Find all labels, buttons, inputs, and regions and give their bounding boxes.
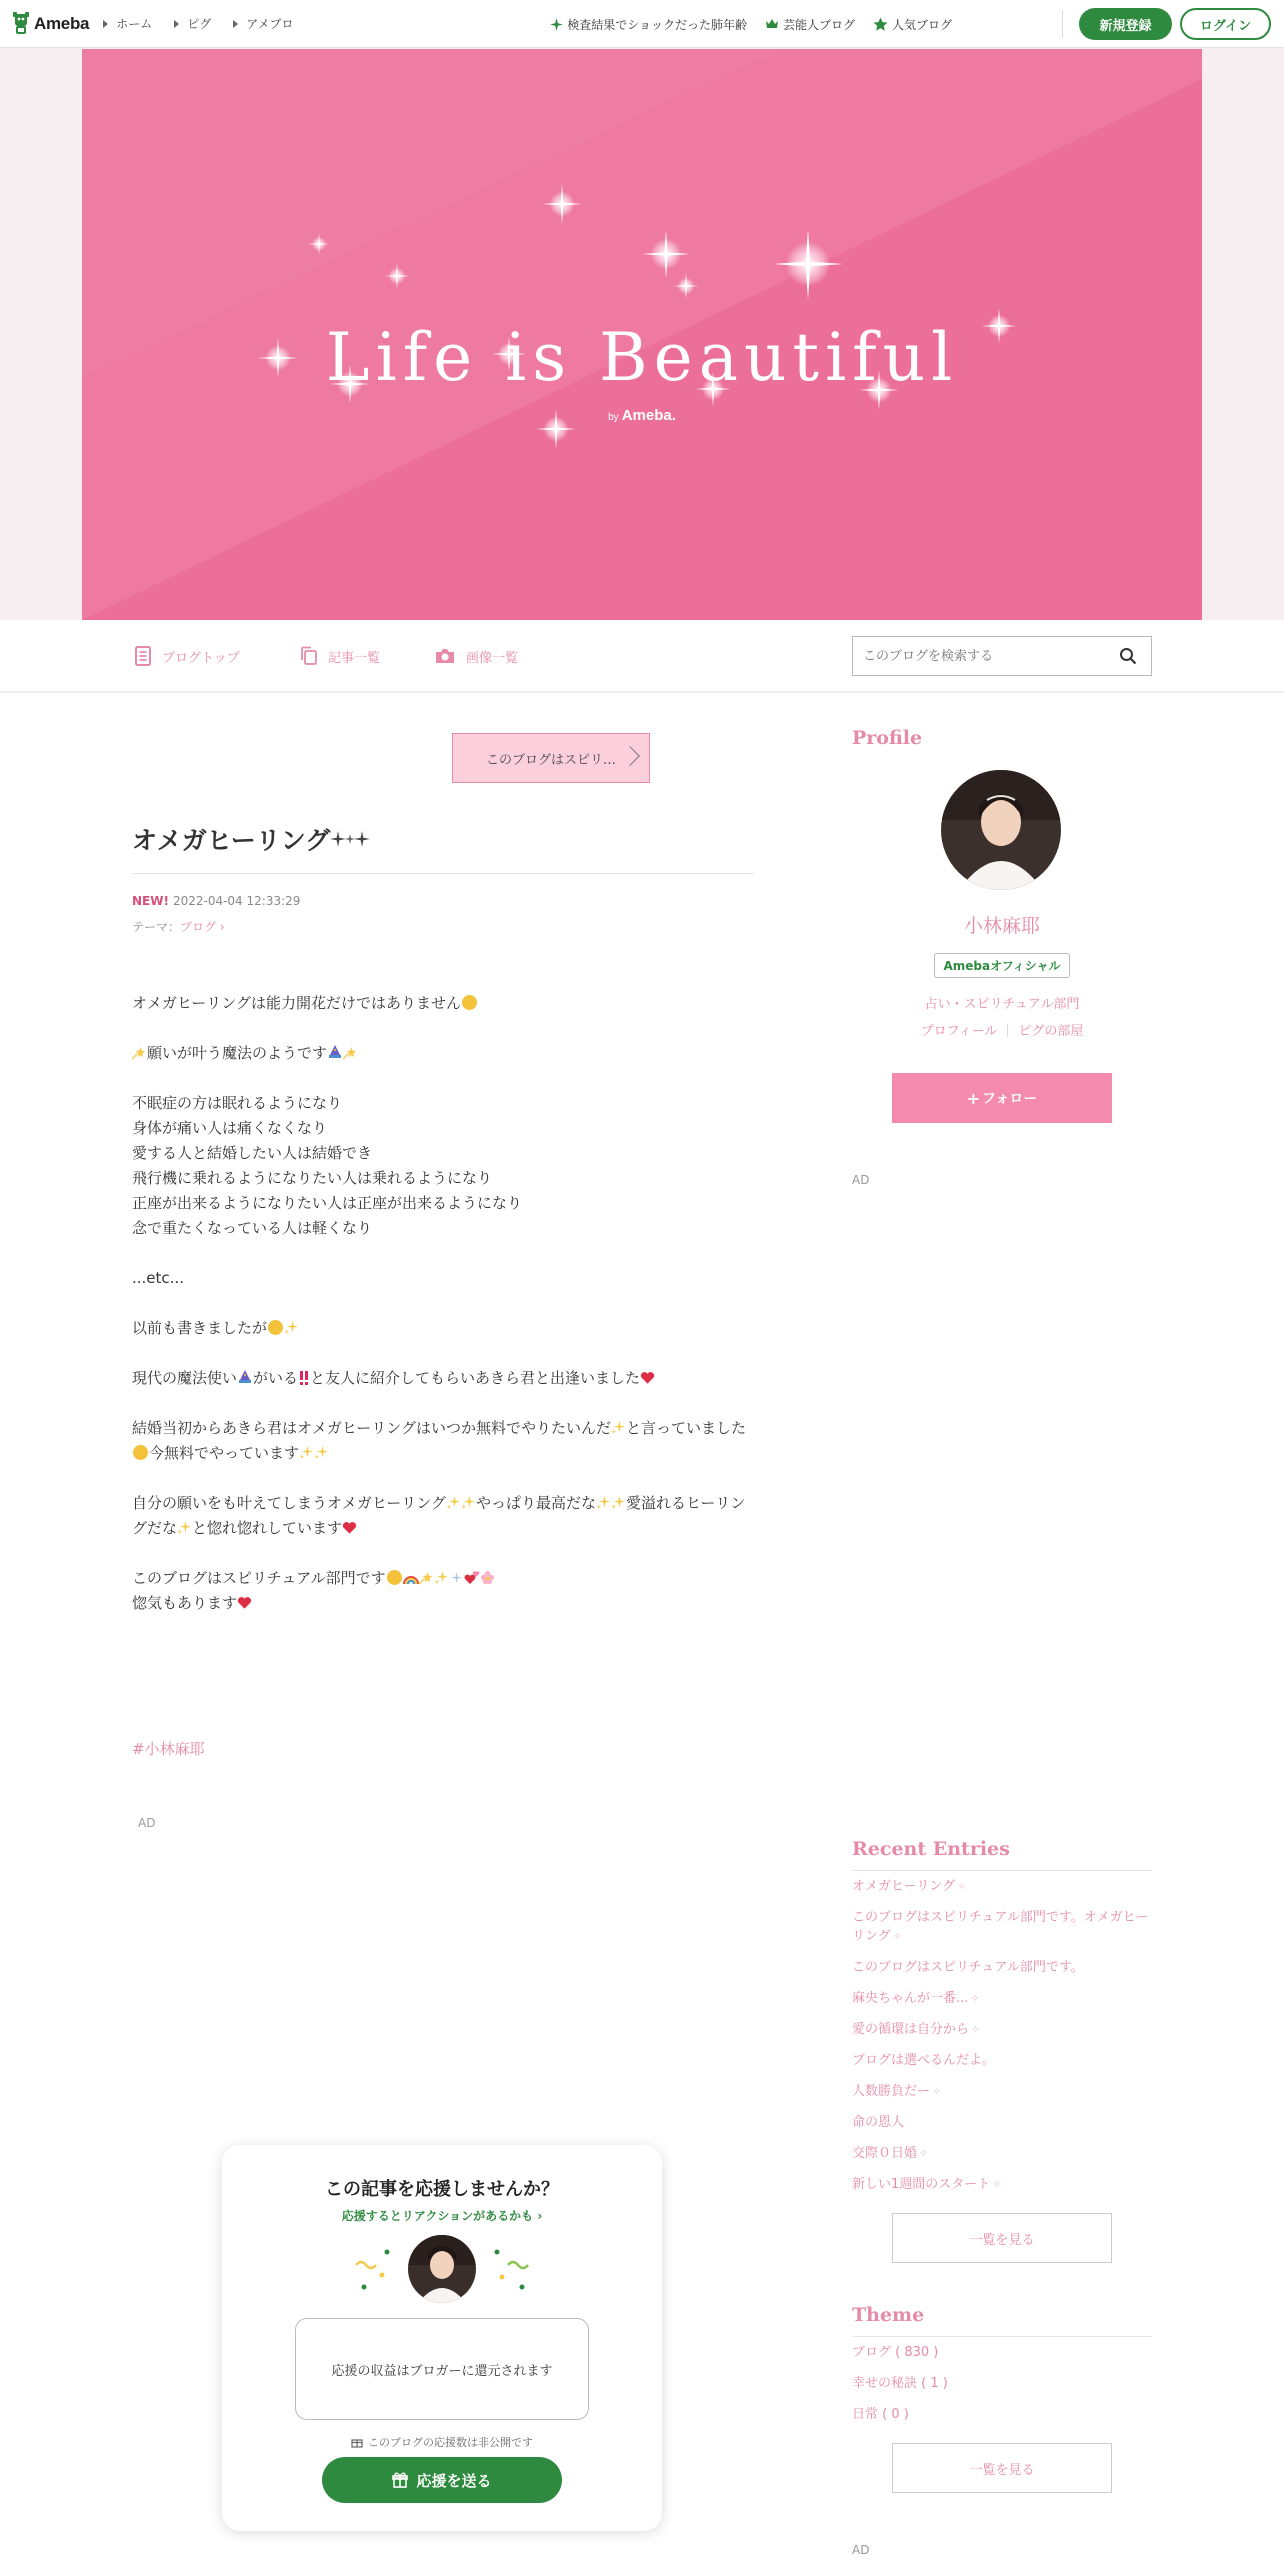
text-line: と惚れ惚れしています	[192, 1519, 343, 1537]
shooting-star-emoji-icon	[343, 1045, 358, 1060]
theme-heading: Theme	[852, 2304, 925, 2326]
list-item[interactable]	[852, 2144, 1152, 2163]
genre-banner[interactable]	[452, 733, 650, 783]
text-line: と言っていました	[625, 1419, 746, 1437]
support-info-box: 応援の収益はブロガーに還元されます	[295, 2318, 589, 2420]
entry-title: このブログはスピリチュアル部門です。	[852, 1960, 1084, 1975]
sparkles-emoji-icon	[596, 1495, 611, 1510]
text-line: やっぱり最高だな	[475, 1494, 596, 1512]
profile-name[interactable]: 小林麻耶	[963, 915, 1040, 937]
paragraph	[132, 1366, 752, 1391]
text-line: 愛する人と結婚したい人は結婚でき	[132, 1144, 373, 1162]
sparkle-icon: ✧	[957, 1880, 967, 1893]
plus-icon: +	[966, 1088, 981, 1108]
celebrity-blog-link[interactable]	[765, 16, 855, 33]
entry-title: 新しい1週間のスタート	[852, 2177, 991, 2192]
article-meta	[132, 894, 300, 908]
ad-label: AD	[852, 1173, 870, 1187]
list-item[interactable]	[852, 2113, 1152, 2132]
entry-title: 人数勝負だー	[852, 2084, 931, 2099]
text-line: 自分の願いをも叶えてしまうオメガヒーリング	[132, 1494, 446, 1512]
smiley-emoji-icon	[387, 1570, 402, 1585]
breadcrumb-pigg[interactable]	[174, 15, 211, 32]
paragraph	[132, 991, 752, 1016]
ameba-logo[interactable]	[12, 12, 89, 36]
ad-label: AD	[138, 1816, 156, 1830]
paragraph	[132, 1041, 752, 1066]
heading-divider	[852, 2336, 1152, 2337]
list-item[interactable]	[852, 1877, 1152, 1896]
heart-emoji-icon	[342, 1521, 357, 1535]
theme-link-label: ブログ	[180, 920, 217, 934]
sparkle-icon: ✧	[919, 2147, 929, 2160]
shooting-star-emoji-icon	[419, 1570, 434, 1585]
breadcrumb-label: アメブロ	[246, 17, 294, 31]
text-line: オメガヒーリングは能力開花だけではありません	[132, 994, 461, 1012]
text-line: ...etc...	[132, 1269, 184, 1287]
profile-links	[852, 1020, 1152, 1039]
text-line-content: 惚気もあります	[132, 1594, 238, 1612]
list-item[interactable]: 幸せの秘訣 ( 1 )	[852, 2376, 948, 2391]
send-support-label: 応援を送る	[416, 2471, 492, 2490]
entry-title: ブログは選べるんだよ。	[852, 2053, 996, 2068]
entry-title: 愛の循環は自分から	[852, 2022, 970, 2037]
gift-icon	[392, 2472, 408, 2488]
crown-icon	[765, 18, 779, 30]
nav-blog-top[interactable]	[134, 642, 240, 670]
theme-link[interactable]: ブログ ›	[180, 920, 225, 934]
follow-label: フォロー	[982, 1091, 1038, 1107]
register-button[interactable]: 新規登録	[1079, 8, 1172, 40]
sparkles-emoji-icon	[177, 1520, 192, 1535]
list-item[interactable]	[852, 2082, 1152, 2101]
recent-entries-list	[852, 1877, 1152, 2206]
text-line: 飛行機に乗れるようになりたい人は乗れるようになり	[132, 1169, 493, 1187]
support-info-label: 応援するとリアクションがあるかも	[341, 2209, 534, 2223]
text-line: 今無料でやっています	[149, 1444, 300, 1462]
text-line: 身体が痛い人は痛くなくなり	[132, 1119, 328, 1137]
sparkles-emoji-icon	[299, 1445, 314, 1460]
breadcrumb	[103, 15, 315, 32]
global-header	[0, 0, 1284, 48]
entry-title: このブログはスピリチュアル部門です。オメガヒーリング	[852, 1910, 1149, 1944]
sparkle-icon: ✧	[970, 1992, 980, 2005]
sparkle-icon: ✧	[892, 1930, 902, 1943]
nav-blog-top-label: ブログトップ	[162, 650, 240, 666]
smiley-emoji-icon	[268, 1320, 283, 1335]
heart-emoji-icon	[237, 1596, 252, 1610]
document-icon	[134, 646, 152, 666]
official-badge: Amebaオフィシャル	[934, 953, 1070, 978]
wizard-emoji-icon	[327, 1044, 343, 1060]
recent-entries-more-button[interactable]: 一覧を見る	[892, 2213, 1112, 2263]
recent-entries-heading: Recent Entries	[852, 1838, 1010, 1860]
blog-search	[852, 636, 1152, 676]
smiley-emoji-icon	[462, 995, 477, 1010]
paragraph	[132, 1091, 752, 1241]
hero-by-label: by	[608, 412, 619, 423]
chevron-right-icon	[620, 746, 640, 766]
login-button[interactable]: ログイン	[1180, 8, 1271, 40]
text-line	[132, 1591, 752, 1616]
paragraph	[132, 1566, 752, 1616]
ameba-mascot-icon	[12, 12, 30, 36]
sparkles-emoji-icon	[434, 1570, 449, 1585]
breadcrumb-label: ピグ	[187, 17, 212, 31]
kiss-emoji-icon	[133, 1445, 148, 1460]
support-info-link[interactable]: 応援するとリアクションがあるかも ›	[341, 2209, 543, 2223]
text-line: 念で重たくなっている人は軽くなり	[132, 1219, 373, 1237]
camera-icon	[434, 647, 456, 665]
two-hearts-emoji-icon	[464, 1570, 480, 1585]
theme-prefix: テーマ：	[132, 920, 181, 934]
paragraph	[132, 1266, 752, 1291]
breadcrumb-home[interactable]	[103, 15, 152, 32]
support-note	[222, 2434, 662, 2450]
nav-image-list-label: 画像一覧	[466, 650, 519, 666]
entry-title: 命の恩人	[852, 2115, 905, 2130]
rainbow-emoji-icon	[403, 1571, 419, 1585]
nav-entry-list[interactable]	[300, 642, 380, 670]
trending-link-label: 検査結果でショックだった肺年齢	[567, 17, 747, 32]
breadcrumb-ameblo[interactable]	[233, 15, 293, 32]
text-line: 願いが叶う魔法のようです	[147, 1044, 328, 1062]
article-date: 2022-04-04 12:33:29	[172, 894, 301, 908]
sparkles-emoji-icon	[611, 1420, 626, 1435]
theme-list	[852, 2343, 1152, 2436]
hashtag-link[interactable]: #小林麻耶	[132, 1740, 205, 1758]
article-title-text: オメガヒーリング	[132, 826, 331, 855]
avatar-photo	[408, 2235, 476, 2303]
logo-text: Ameba	[34, 13, 90, 33]
blog-header-image[interactable]	[82, 49, 1202, 620]
profile-link[interactable]: プロフィール	[920, 1024, 998, 1039]
text-line: と友人に紹介してもらいあきら君と出逢いました	[310, 1369, 641, 1387]
text-line: 以前も書きましたが	[132, 1319, 268, 1337]
header-divider	[1062, 10, 1063, 38]
article-body	[132, 991, 752, 1641]
sparkles-emoji-icon	[611, 1495, 626, 1510]
chevron-right-icon	[233, 20, 238, 28]
hero-title: Life is Beautiful	[325, 319, 959, 396]
blog-nav	[0, 620, 1284, 692]
nav-image-list[interactable]	[434, 642, 518, 670]
popular-blog-label: 人気ブログ	[891, 17, 952, 32]
genre-banner-label: このブログはスピリ…	[485, 752, 616, 768]
text-line: がいる	[253, 1369, 299, 1387]
list-item[interactable]: 日常 ( 0 )	[852, 2407, 909, 2422]
paragraph	[132, 1416, 752, 1466]
paragraph	[132, 1491, 752, 1541]
sparkle-icon: ✧	[971, 2023, 981, 2036]
star-icon	[873, 17, 888, 32]
gift-icon	[351, 2436, 363, 2448]
celebrity-blog-label: 芸能人ブログ	[782, 17, 855, 32]
support-title: この記事を応援しませんか？	[325, 2179, 559, 2200]
breadcrumb-label: ホーム	[116, 17, 153, 31]
pigg-room-link[interactable]: ピグの部屋	[1018, 1024, 1084, 1039]
list-item[interactable]	[852, 1989, 1152, 2008]
list-item[interactable]	[852, 2175, 1152, 2194]
text-line: 現代の魔法使い	[132, 1369, 238, 1387]
hero-brand: Ameba.	[621, 407, 676, 424]
blog-search-input[interactable]	[863, 638, 1113, 674]
profile-photo	[941, 770, 1061, 890]
heart-emoji-icon	[640, 1371, 655, 1385]
list-item[interactable]	[852, 1908, 1152, 1946]
sparkle-icon	[550, 18, 563, 31]
list-item[interactable]	[852, 2020, 1152, 2039]
header-links	[532, 0, 952, 48]
list-item[interactable]	[852, 2051, 1152, 2070]
text-line: 愛溢れるヒーリングだな	[132, 1494, 746, 1537]
hero-byline	[82, 407, 1202, 424]
link-separator	[1007, 1024, 1008, 1037]
double-exclamation-emoji-icon	[298, 1370, 310, 1385]
article-theme	[132, 918, 225, 935]
search-icon[interactable]	[1119, 647, 1137, 665]
popular-blog-link[interactable]	[873, 16, 952, 33]
chevron-right-icon	[103, 20, 108, 28]
support-card	[222, 2145, 662, 2531]
support-note-text: このブログの応援数は非公開です	[368, 2436, 533, 2449]
nav-entry-list-label: 記事一覧	[328, 650, 381, 666]
article-title[interactable]	[132, 821, 752, 857]
blogger-avatar	[408, 2235, 476, 2303]
list-item[interactable]: ブログ ( 830 )	[852, 2345, 939, 2360]
entry-title: 交際０日婚	[852, 2146, 918, 2161]
sparkles-emoji-icon	[284, 1320, 299, 1335]
profile-heading: Profile	[852, 727, 923, 749]
shooting-star-emoji-icon	[132, 1045, 147, 1060]
entry-title: 麻央ちゃんが一番...	[852, 1991, 969, 2006]
copy-icon	[300, 646, 318, 666]
sparkles-emoji-icon	[314, 1445, 329, 1460]
flower-emoji-icon	[480, 1570, 495, 1585]
wizard-emoji-icon	[237, 1369, 253, 1385]
sparkles-emoji-icon	[461, 1495, 476, 1510]
theme-more-button[interactable]: 一覧を見る	[892, 2443, 1112, 2493]
text-line: 結婚当初からあきら君はオメガヒーリングはいつか無料でやりたいんだ	[132, 1419, 611, 1437]
chevron-right-icon	[174, 20, 179, 28]
dizzy-emoji-icon	[449, 1570, 464, 1585]
title-divider	[132, 873, 754, 874]
follow-button[interactable]	[892, 1073, 1112, 1123]
sparkle-icon: ✧	[932, 2085, 942, 2098]
text-line: 不眠症の方は眠れるようになり	[132, 1094, 343, 1112]
heading-divider	[852, 1870, 1152, 1871]
sparkles-emoji-icon	[446, 1495, 461, 1510]
profile-avatar[interactable]	[941, 770, 1061, 890]
text-line: このブログはスピリチュアル部門です	[132, 1569, 386, 1587]
paragraph	[132, 1316, 752, 1341]
ad-label: AD	[852, 2543, 870, 2557]
send-support-button[interactable]	[322, 2457, 562, 2503]
list-item[interactable]	[852, 1958, 1152, 1977]
new-badge: NEW!	[132, 894, 169, 908]
sparkle-icon: ✧	[992, 2178, 1002, 2191]
sparkles-icon	[330, 828, 370, 850]
text-line: 正座が出来るようになりたい人は正座が出来るようになり	[132, 1194, 523, 1212]
profile-genre-link[interactable]: 占い・スピリチュアル部門	[924, 997, 1080, 1012]
main-content	[0, 693, 1284, 2568]
trending-link[interactable]	[550, 16, 747, 33]
entry-title: オメガヒーリング	[852, 1879, 956, 1894]
